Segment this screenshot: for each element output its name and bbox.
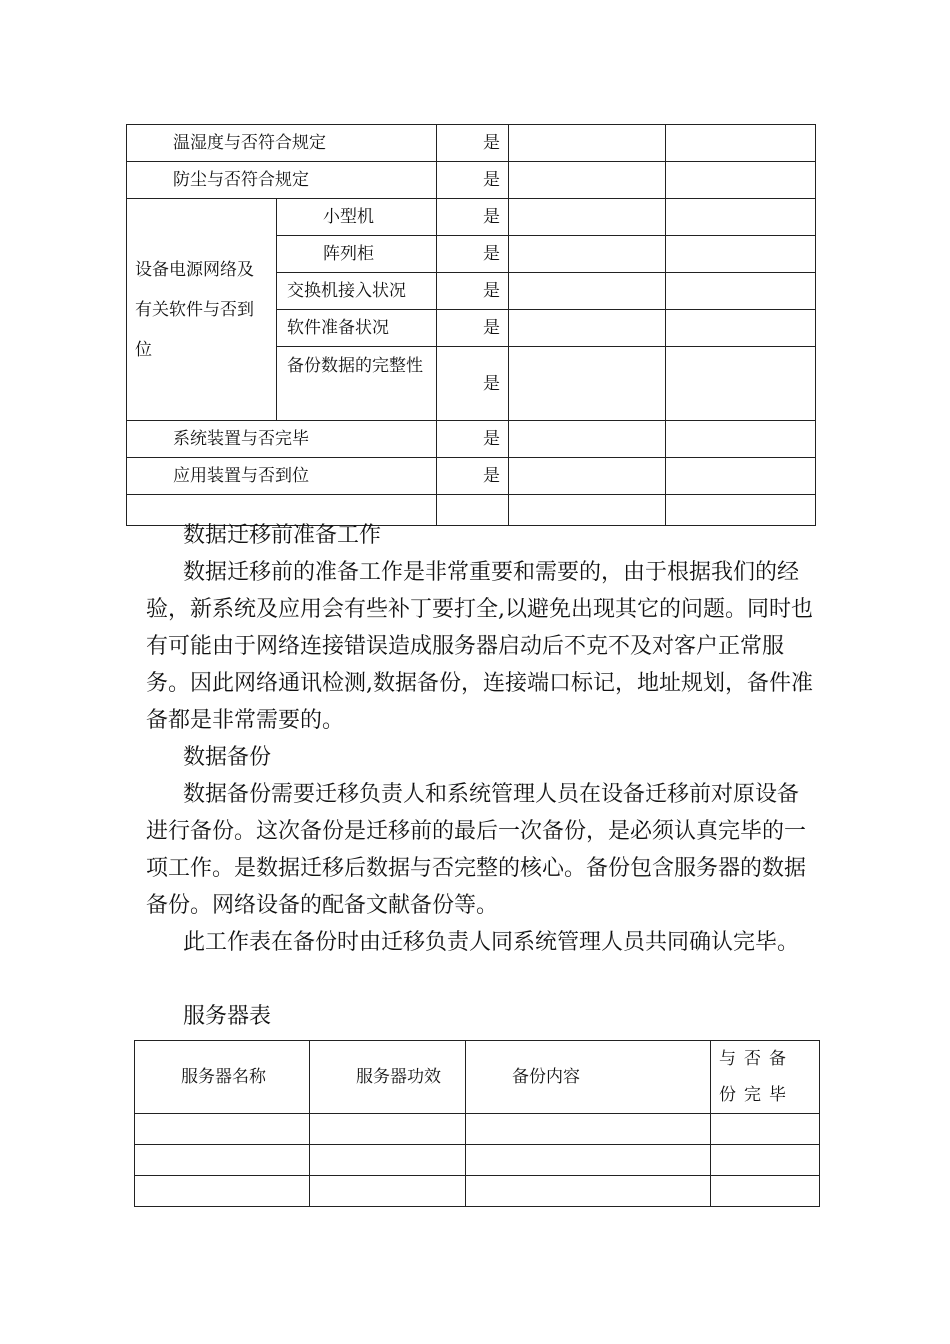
table-row: [127, 125, 816, 162]
table-row: [127, 162, 816, 199]
section-title-prep: 数据迁移前准备工作: [183, 523, 382, 548]
paragraph-prep: 数据迁移前的准备工作是非常重要和需要的，由于根据我们的经验，新系统及应用会有些补丁要打全,以避免出现其它的问题。同时也有可能由于网络连接错误造成服务器启动后不克不及对客户正常服务。因此网络通讯检测,数据备份，连接端口标记，地址规划，备件准备都是非常需要的。: [146, 560, 813, 733]
empty-cell: [466, 1176, 711, 1207]
empty-cell: [509, 273, 666, 310]
empty-cell: [666, 347, 816, 421]
paragraph-backup: 数据备份需要迁移负责人和系统管理人员在设备迁移前对原设备进行备份。这次备份是迁移前的最后一次备份，是必须认真完毕的一项工作。是数据迁移后数据与否完整的核心。备份包含服务器的数据备份。网络设备的配备文献备份等。: [146, 782, 807, 918]
row-label: 应用装置与否到位: [127, 458, 437, 495]
server-table: [134, 1040, 820, 1207]
column-header: 服务器功效: [310, 1041, 466, 1114]
table-row: [127, 199, 816, 236]
row-value: 是: [437, 347, 509, 421]
checklist-table: [126, 124, 816, 526]
table-row: [135, 1176, 820, 1207]
group-item-label: 软件准备状况: [277, 310, 437, 347]
empty-cell: [509, 236, 666, 273]
column-header: 服务器名称: [135, 1041, 310, 1114]
section-title-server: 服务器表: [183, 1004, 272, 1029]
row-label: 防尘与否符合规定: [127, 162, 437, 199]
group-item-label: 阵列柜: [277, 236, 437, 273]
empty-cell: [509, 421, 666, 458]
row-label: 系统装置与否完毕: [127, 421, 437, 458]
empty-cell: [509, 310, 666, 347]
empty-cell: [666, 162, 816, 199]
row-value: 是: [437, 199, 509, 236]
empty-cell: [310, 1145, 466, 1176]
empty-cell: [310, 1176, 466, 1207]
table-row: [135, 1145, 820, 1176]
table-header-row: [135, 1041, 820, 1114]
row-value: 是: [437, 310, 509, 347]
table-row: [127, 458, 816, 495]
row-value: 是: [437, 162, 509, 199]
empty-cell: [666, 236, 816, 273]
group-item-label: 备份数据的完整性: [277, 347, 437, 421]
empty-cell: [466, 1145, 711, 1176]
empty-cell: [509, 125, 666, 162]
empty-cell: [466, 1114, 711, 1145]
empty-cell: [135, 1114, 310, 1145]
empty-cell: [711, 1114, 820, 1145]
section-title-backup: 数据备份: [183, 745, 272, 770]
empty-cell: [509, 162, 666, 199]
row-value: 是: [437, 458, 509, 495]
group-item-label: 小型机: [277, 199, 437, 236]
row-value: 是: [437, 421, 509, 458]
column-header: 备份内容: [466, 1041, 711, 1114]
empty-cell: [666, 125, 816, 162]
group-label: 设备电源网络及有关软件与否到位: [127, 199, 277, 421]
table-row: [127, 421, 816, 458]
row-value: 是: [437, 125, 509, 162]
empty-cell: [509, 347, 666, 421]
paragraph-confirm: 此工作表在备份时由迁移负责人同系统管理人员共同确认完毕。: [183, 930, 800, 955]
empty-cell: [509, 199, 666, 236]
empty-cell: [711, 1145, 820, 1176]
empty-cell: [310, 1114, 466, 1145]
empty-cell: [711, 1176, 820, 1207]
empty-cell: [135, 1145, 310, 1176]
column-header: 与否备份完毕: [711, 1041, 820, 1114]
group-item-label: 交换机接入状况: [277, 273, 437, 310]
row-value: 是: [437, 236, 509, 273]
empty-cell: [666, 199, 816, 236]
empty-cell: [666, 421, 816, 458]
empty-cell: [509, 458, 666, 495]
empty-cell: [135, 1176, 310, 1207]
table-row: [135, 1114, 820, 1145]
row-value: 是: [437, 273, 509, 310]
empty-cell: [666, 273, 816, 310]
empty-cell: [666, 310, 816, 347]
row-label: 温湿度与否符合规定: [127, 125, 437, 162]
empty-cell: [666, 458, 816, 495]
